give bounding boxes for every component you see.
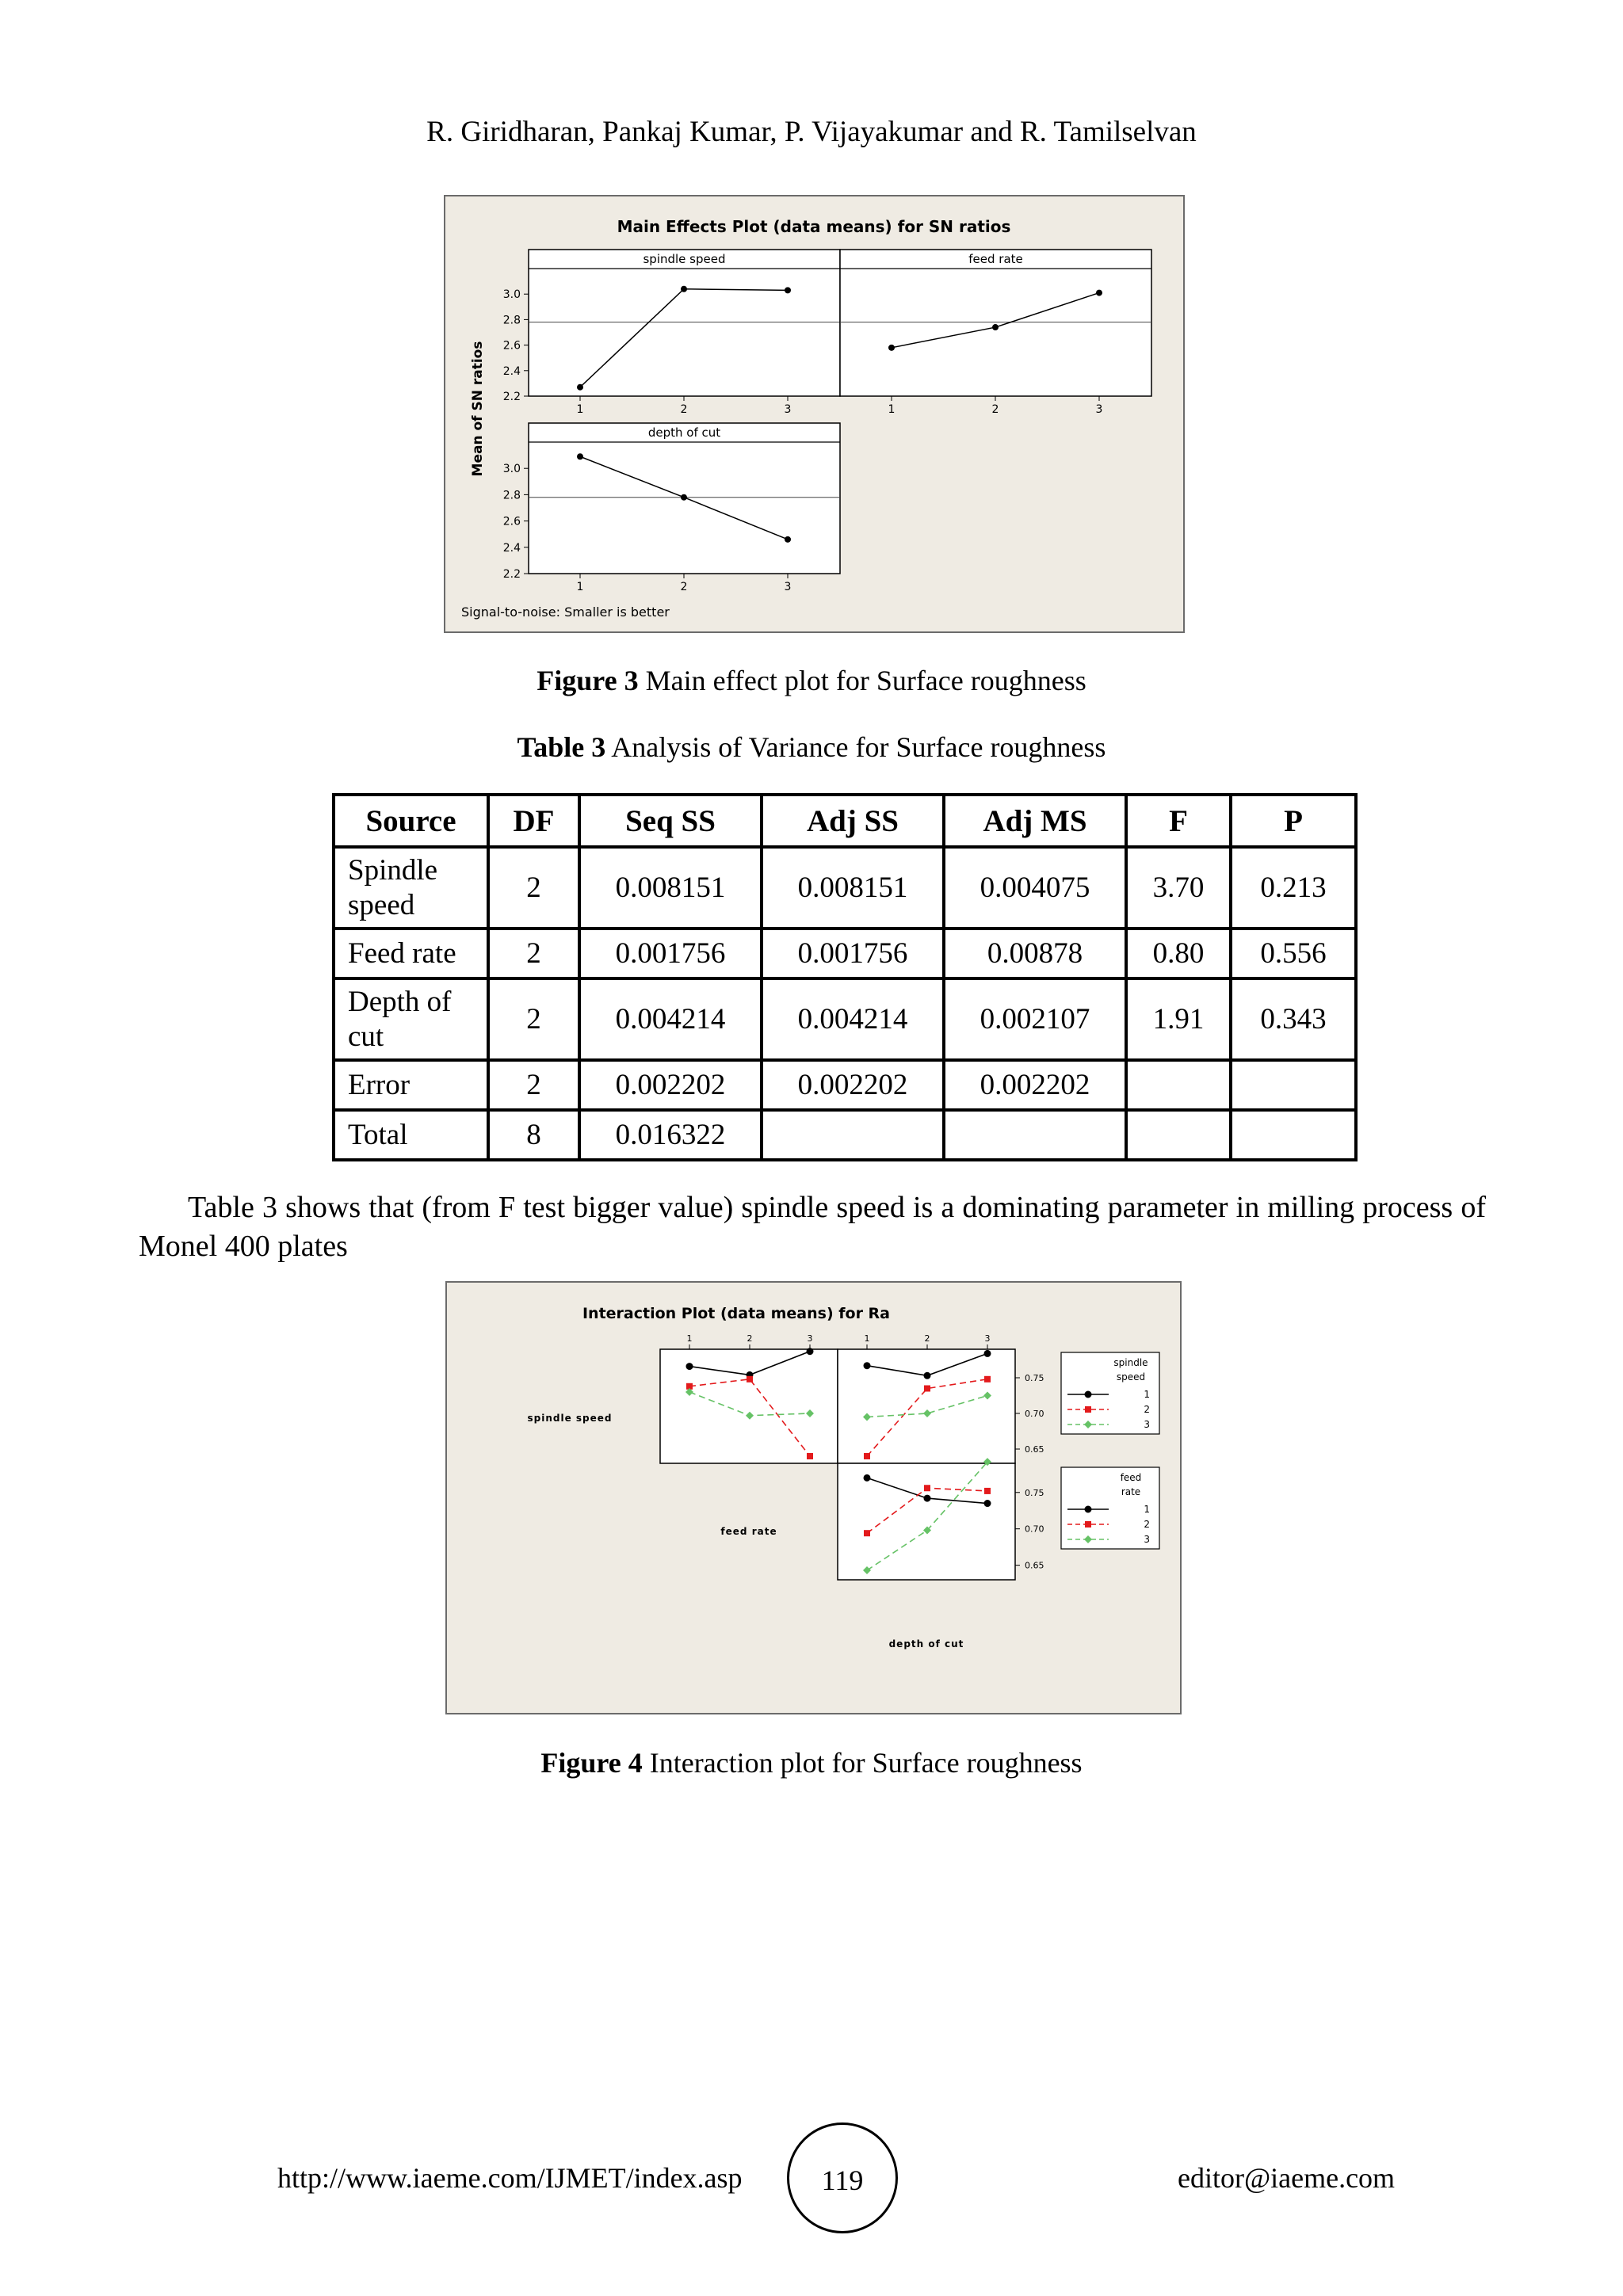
figure3-caption: Figure 3 Main effect plot for Surface roughness [537,665,1086,696]
header-cell: P [1231,795,1356,847]
panel-frame [529,250,840,396]
data-point [1096,290,1102,296]
y-tick-label: 0.70 [1025,1524,1044,1535]
y-tick-label: 0.65 [1025,1560,1044,1571]
table-cell: 8 [488,1110,579,1160]
data-point [984,1488,991,1494]
y-tick-label: 2.2 [502,391,521,403]
y-axis-label: Mean of SN ratios [470,341,486,477]
table-header-row [334,795,1356,847]
data-point [577,384,583,391]
table-cell: 2 [488,1060,579,1110]
data-point [864,1453,870,1459]
figure4-caption: Figure 4 Interaction plot for Surface roughness [540,1747,1083,1779]
row-label: feed rate [720,1526,777,1537]
table-row [334,1060,1356,1110]
interaction-plot [447,1283,1180,1713]
x-tick-label: 2 [991,403,999,416]
y-tick-label: 3.0 [502,463,521,476]
legend-marker [1085,1506,1092,1513]
panel-frame [840,250,1151,396]
table-cell: 0.343 [1231,978,1356,1060]
data-point [681,494,687,501]
x-tick-label: 3 [784,403,792,416]
legend-title: spindle [1113,1357,1148,1368]
panel-label: depth of cut [647,425,721,440]
table-cell: 0.004214 [762,978,944,1060]
table-row [334,929,1356,978]
x-tick-label: 1 [576,403,584,416]
legend-label: 3 [1144,1419,1150,1430]
data-point [864,1474,871,1482]
table-cell: 0.002202 [944,1060,1126,1110]
y-tick-label: 0.70 [1025,1409,1044,1419]
x-tick-label: 3 [807,1333,813,1344]
row-label: spindle speed [527,1413,613,1424]
table3-caption: Table 3 Analysis of Variance for Surface roughness [517,731,1106,763]
table-cell: 0.002202 [579,1060,762,1110]
table-cell: 0.00878 [944,929,1126,978]
data-point [686,1363,693,1370]
x-tick-label: 3 [984,1333,991,1344]
x-tick-label: 2 [924,1333,930,1344]
header-cell: Seq SS [579,795,762,847]
panel-frame [838,1463,1015,1580]
legend-title: rate [1121,1486,1141,1497]
data-point [888,345,895,351]
legend-marker [1085,1406,1091,1413]
table-cell: 0.002107 [944,978,1126,1060]
table-cell: 0.008151 [762,847,944,929]
data-point [681,286,687,292]
y-tick-label: 3.0 [502,288,521,302]
y-tick-label: 0.75 [1025,1487,1044,1498]
running-header: R. Giridharan, Pankaj Kumar, P. Vijayakumar and R. Tamilselvan [426,116,1197,148]
data-point [924,1495,931,1502]
x-tick-label: 2 [680,581,688,593]
legend-title: speed [1116,1371,1146,1383]
table-cell: 0.002202 [762,1060,944,1110]
header-cell: F [1126,795,1231,847]
legend-marker [1085,1391,1092,1398]
table-row [334,1110,1356,1160]
data-point [984,1350,991,1357]
data-point [864,1530,870,1536]
legend-title: feed [1120,1472,1142,1483]
x-tick-label: 1 [686,1333,693,1344]
data-point [807,1453,813,1459]
table-cell: 2 [488,978,579,1060]
header-cell: DF [488,795,579,847]
y-tick-label: 2.4 [502,541,521,555]
x-tick-label: 3 [784,581,792,593]
anova-table [332,793,1358,1161]
table-cell: Spindle speed [334,847,488,929]
legend-label: 2 [1144,1519,1150,1530]
main-effects-plot [445,196,1183,631]
table-cell [1126,1110,1231,1160]
table-cell [1126,1060,1231,1110]
table-cell: 2 [488,847,579,929]
table-cell: 0.556 [1231,929,1356,978]
x-tick-label: 1 [576,581,584,593]
legend-marker [1085,1521,1091,1527]
data-point [864,1362,871,1369]
data-point [924,1485,930,1491]
page-number: 119 [787,2122,898,2233]
data-point [785,287,791,293]
table-cell: 1.91 [1126,978,1231,1060]
y-tick-label: 2.8 [502,489,521,502]
y-tick-label: 0.75 [1025,1373,1044,1383]
legend-label: 1 [1144,1504,1150,1515]
panel-label: spindle speed [643,252,726,266]
table-cell: 0.80 [1126,929,1231,978]
table-cell: 0.001756 [579,929,762,978]
footer-email[interactable]: editor@iaeme.com [1178,2162,1396,2194]
table-cell: 3.70 [1126,847,1231,929]
y-tick-label: 0.65 [1025,1444,1044,1455]
legend-label: 3 [1144,1534,1150,1545]
data-point [924,1386,930,1392]
data-point [807,1348,814,1355]
interaction-figure [445,1281,1182,1714]
x-tick-label: 3 [1095,403,1103,416]
data-point [785,536,791,543]
main-effects-figure [444,195,1185,633]
y-tick-label: 2.6 [502,339,521,353]
header-cell: Adj MS [944,795,1126,847]
y-tick-label: 2.8 [502,314,521,327]
table-cell: 0.004214 [579,978,762,1060]
table-cell: Error [334,1060,488,1110]
y-tick-label: 2.6 [502,515,521,528]
header-cell: Adj SS [762,795,944,847]
chart-title: Main Effects Plot (data means) for SN ratios [617,217,1011,236]
table-cell: Feed rate [334,929,488,978]
table-cell: 0.001756 [762,929,944,978]
table-cell [1231,1110,1356,1160]
y-tick-label: 2.4 [502,364,521,378]
x-tick-label: 1 [864,1333,870,1344]
x-tick-label: 2 [747,1333,753,1344]
data-point [984,1376,991,1383]
table-cell: 0.004075 [944,847,1126,929]
table-cell [944,1110,1126,1160]
x-tick-label: 2 [680,403,688,416]
table-cell [762,1110,944,1160]
data-point [577,453,583,460]
data-point [747,1376,753,1383]
table-cell: 0.008151 [579,847,762,929]
table-cell: 2 [488,929,579,978]
header-cell: Source [334,795,488,847]
table-row [334,978,1356,1060]
panel-label: feed rate [968,252,1023,266]
x-tick-label: 1 [888,403,896,416]
table-row [334,847,1356,929]
legend-label: 2 [1144,1404,1150,1415]
data-point [992,324,999,330]
table-cell [1231,1060,1356,1110]
data-point [924,1372,931,1379]
footer-url[interactable]: http://www.iaeme.com/IJMET/index.asp [277,2162,743,2194]
y-tick-label: 2.2 [502,568,521,581]
table-cell: 0.016322 [579,1110,762,1160]
body-paragraph: Table 3 shows that (from F test bigger value) spindle speed is a dominating parameter in milling process of Monel 400 plates [139,1191,1486,1263]
footnote: Signal-to-noise: Smaller is better [461,605,670,620]
table-cell: Total [334,1110,488,1160]
table-cell: Depth of cut [334,978,488,1060]
legend-label: 1 [1144,1389,1150,1400]
data-point [984,1500,991,1507]
row-label: depth of cut [888,1638,964,1650]
table-cell: 0.213 [1231,847,1356,929]
chart-title: Interaction Plot (data means) for Ra [582,1305,891,1322]
